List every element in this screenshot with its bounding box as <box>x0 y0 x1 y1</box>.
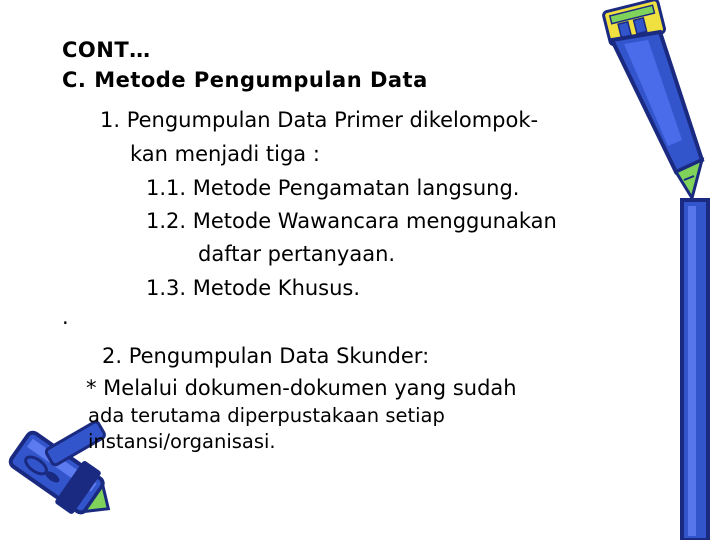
pen-right-icon <box>596 0 720 540</box>
item1-line2: kan menjadi tiga : <box>130 142 320 166</box>
stray-dot: . <box>62 305 69 329</box>
item1-line1: 1. Pengumpulan Data Primer dikelompok- <box>100 108 539 132</box>
sub-item-1-2-line1: 1.2. Metode Wawancara menggunakan <box>146 209 557 233</box>
slide-heading: CONT… <box>62 38 151 62</box>
item2: 2. Pengumpulan Data Skunder: <box>102 344 430 368</box>
sub-item-1-2-line2: daftar pertanyaan. <box>198 242 396 266</box>
sub-item-1-1: 1.1. Metode Pengamatan langsung. <box>146 176 520 200</box>
sub-item-1-3: 1.3. Metode Khusus. <box>146 276 361 300</box>
note-line1: * Melalui dokumen-dokumen yang sudah <box>86 376 517 400</box>
note-line2: ada terutama diperpustakaan setiap <box>88 404 445 427</box>
note-line3: instansi/organisasi. <box>88 430 276 453</box>
section-title: C. Metode Pengumpulan Data <box>62 68 428 92</box>
